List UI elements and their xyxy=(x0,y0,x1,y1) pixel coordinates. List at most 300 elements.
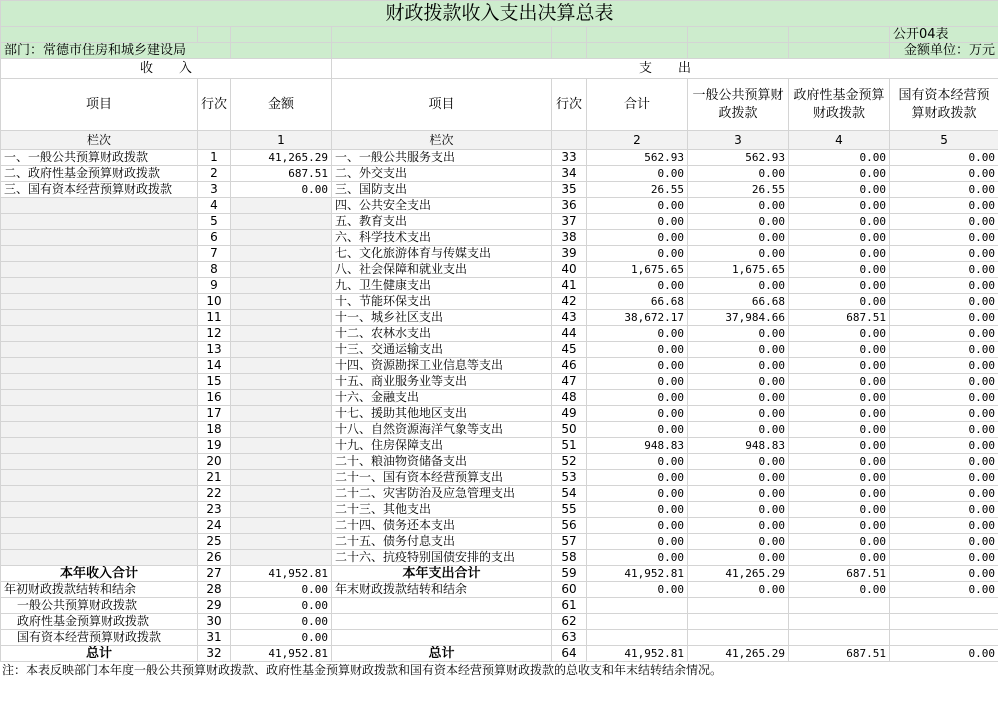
lanci-2: 2 xyxy=(587,131,688,150)
state-capital-amount xyxy=(890,598,998,614)
col-state-capital: 国有资本经营预算财政拨款 xyxy=(890,79,998,131)
income-item xyxy=(1,326,198,342)
income-item xyxy=(1,374,198,390)
state-capital-amount: 0.00 xyxy=(890,262,998,278)
total-amount: 66.68 xyxy=(587,294,688,310)
income-row-no: 16 xyxy=(198,390,231,406)
general-budget-amount: 0.00 xyxy=(688,374,789,390)
expense-row-no: 59 xyxy=(552,566,587,582)
state-capital-amount: 0.00 xyxy=(890,646,998,662)
table-number: 公开04表 xyxy=(890,27,998,43)
expense-item: 十七、援助其他地区支出 xyxy=(332,406,552,422)
income-row-no: 6 xyxy=(198,230,231,246)
income-amount xyxy=(231,518,332,534)
total-amount: 0.00 xyxy=(587,502,688,518)
total-amount: 0.00 xyxy=(587,390,688,406)
income-item: 国有资本经营预算财政拨款 xyxy=(1,630,198,646)
total-amount: 0.00 xyxy=(587,406,688,422)
fund-budget-amount: 0.00 xyxy=(789,198,890,214)
expense-row-no: 55 xyxy=(552,502,587,518)
fund-budget-amount: 0.00 xyxy=(789,518,890,534)
expense-row-no: 39 xyxy=(552,246,587,262)
income-row-no: 2 xyxy=(198,166,231,182)
income-amount: 0.00 xyxy=(231,614,332,630)
table-row xyxy=(1,518,998,534)
income-item xyxy=(1,198,198,214)
income-item xyxy=(1,246,198,262)
expense-item: 九、卫生健康支出 xyxy=(332,278,552,294)
expense-row-no: 51 xyxy=(552,438,587,454)
col-expense-item: 项目 xyxy=(332,79,552,131)
income-amount: 41,265.29 xyxy=(231,150,332,166)
income-row-no: 19 xyxy=(198,438,231,454)
income-row-no: 5 xyxy=(198,214,231,230)
fund-budget-amount: 0.00 xyxy=(789,246,890,262)
fund-budget-amount: 0.00 xyxy=(789,438,890,454)
expense-row-no: 50 xyxy=(552,422,587,438)
income-row-no: 12 xyxy=(198,326,231,342)
table-row xyxy=(1,390,998,406)
income-row-no: 24 xyxy=(198,518,231,534)
income-item: 年初财政拨款结转和结余 xyxy=(1,582,198,598)
total-amount: 38,672.17 xyxy=(587,310,688,326)
income-amount xyxy=(231,470,332,486)
expense-row-no: 34 xyxy=(552,166,587,182)
income-item xyxy=(1,486,198,502)
total-amount: 948.83 xyxy=(587,438,688,454)
table-row xyxy=(1,246,998,262)
general-budget-amount: 0.00 xyxy=(688,518,789,534)
expense-item: 二十二、灾害防治及应急管理支出 xyxy=(332,486,552,502)
general-budget-amount: 37,984.66 xyxy=(688,310,789,326)
total-amount: 0.00 xyxy=(587,342,688,358)
income-row-no: 22 xyxy=(198,486,231,502)
expense-row-no: 43 xyxy=(552,310,587,326)
income-item: 本年收入合计 xyxy=(1,566,198,582)
income-amount xyxy=(231,438,332,454)
total-amount: 0.00 xyxy=(587,422,688,438)
expense-item: 七、文化旅游体育与传媒支出 xyxy=(332,246,552,262)
year-total-row xyxy=(1,566,998,582)
income-item xyxy=(1,358,198,374)
total-amount: 0.00 xyxy=(587,374,688,390)
general-budget-amount: 562.93 xyxy=(688,150,789,166)
income-row-no: 30 xyxy=(198,614,231,630)
fund-budget-amount: 0.00 xyxy=(789,214,890,230)
general-budget-amount: 0.00 xyxy=(688,214,789,230)
table-row xyxy=(1,486,998,502)
total-amount xyxy=(587,630,688,646)
fund-budget-amount: 0.00 xyxy=(789,150,890,166)
state-capital-amount: 0.00 xyxy=(890,502,998,518)
total-amount: 0.00 xyxy=(587,454,688,470)
income-item: 政府性基金预算财政拨款 xyxy=(1,614,198,630)
state-capital-amount: 0.00 xyxy=(890,390,998,406)
income-row-no: 7 xyxy=(198,246,231,262)
total-amount: 0.00 xyxy=(587,198,688,214)
table-row xyxy=(1,262,998,278)
fund-budget-amount: 0.00 xyxy=(789,422,890,438)
general-budget-amount: 0.00 xyxy=(688,470,789,486)
expense-item: 一、一般公共服务支出 xyxy=(332,150,552,166)
table-row xyxy=(1,198,998,214)
lanci-label-2: 栏次 xyxy=(332,131,552,150)
col-total: 合计 xyxy=(587,79,688,131)
expense-row-no: 61 xyxy=(552,598,587,614)
col-income-amount: 金额 xyxy=(231,79,332,131)
expense-item: 十五、商业服务业等支出 xyxy=(332,374,552,390)
table-row xyxy=(1,550,998,566)
state-capital-amount: 0.00 xyxy=(890,358,998,374)
state-capital-amount: 0.00 xyxy=(890,310,998,326)
general-budget-amount: 0.00 xyxy=(688,166,789,182)
total-amount: 0.00 xyxy=(587,230,688,246)
income-amount xyxy=(231,422,332,438)
general-budget-amount: 0.00 xyxy=(688,342,789,358)
expense-item: 二十、粮油物资储备支出 xyxy=(332,454,552,470)
income-amount xyxy=(231,230,332,246)
total-amount: 41,952.81 xyxy=(587,646,688,662)
income-row-no: 27 xyxy=(198,566,231,582)
expense-row-no: 62 xyxy=(552,614,587,630)
general-budget-amount: 26.55 xyxy=(688,182,789,198)
total-amount: 1,675.65 xyxy=(587,262,688,278)
income-item xyxy=(1,470,198,486)
income-row-no: 28 xyxy=(198,582,231,598)
general-budget-amount: 0.00 xyxy=(688,246,789,262)
expense-item: 二、外交支出 xyxy=(332,166,552,182)
general-budget-amount: 0.00 xyxy=(688,198,789,214)
expense-row-no: 36 xyxy=(552,198,587,214)
state-capital-amount: 0.00 xyxy=(890,150,998,166)
expense-item: 十六、金融支出 xyxy=(332,390,552,406)
income-item xyxy=(1,422,198,438)
income-item: 一般公共预算财政拨款 xyxy=(1,598,198,614)
income-item xyxy=(1,262,198,278)
income-item xyxy=(1,550,198,566)
general-budget-amount: 0.00 xyxy=(688,534,789,550)
fund-budget-amount: 0.00 xyxy=(789,486,890,502)
state-capital-amount: 0.00 xyxy=(890,230,998,246)
expense-row-no: 56 xyxy=(552,518,587,534)
fund-budget-amount xyxy=(789,598,890,614)
table-row xyxy=(1,294,998,310)
expense-row-no: 54 xyxy=(552,486,587,502)
income-item xyxy=(1,294,198,310)
income-item xyxy=(1,438,198,454)
fund-budget-amount: 0.00 xyxy=(789,470,890,486)
expense-item: 三、国防支出 xyxy=(332,182,552,198)
state-capital-amount: 0.00 xyxy=(890,470,998,486)
income-amount xyxy=(231,390,332,406)
expense-row-no: 64 xyxy=(552,646,587,662)
general-budget-amount: 0.00 xyxy=(688,502,789,518)
expense-item: 四、公共安全支出 xyxy=(332,198,552,214)
state-capital-amount: 0.00 xyxy=(890,278,998,294)
general-budget-amount xyxy=(688,598,789,614)
income-amount xyxy=(231,214,332,230)
fund-budget-amount: 0.00 xyxy=(789,326,890,342)
total-amount: 0.00 xyxy=(587,470,688,486)
total-amount: 0.00 xyxy=(587,166,688,182)
table-row xyxy=(1,358,998,374)
income-amount xyxy=(231,502,332,518)
income-amount: 41,952.81 xyxy=(231,646,332,662)
income-amount xyxy=(231,198,332,214)
income-row-no: 15 xyxy=(198,374,231,390)
income-amount: 0.00 xyxy=(231,182,332,198)
lanci-1: 1 xyxy=(231,131,332,150)
state-capital-amount: 0.00 xyxy=(890,518,998,534)
footnote: 注：本表反映部门本年度一般公共预算财政拨款、政府性基金预算财政拨款和国有资本经营预算财政拨款的总收支和年末结转结余情况。 xyxy=(2,663,723,677)
income-amount xyxy=(231,550,332,566)
carry-row xyxy=(1,630,998,646)
income-item xyxy=(1,406,198,422)
income-item xyxy=(1,390,198,406)
table-row xyxy=(1,150,998,166)
income-row-no: 23 xyxy=(198,502,231,518)
fund-budget-amount: 0.00 xyxy=(789,550,890,566)
carry-row xyxy=(1,598,998,614)
state-capital-amount: 0.00 xyxy=(890,566,998,582)
income-amount xyxy=(231,326,332,342)
state-capital-amount: 0.00 xyxy=(890,454,998,470)
fund-budget-amount: 0.00 xyxy=(789,582,890,598)
fund-budget-amount: 0.00 xyxy=(789,182,890,198)
state-capital-amount: 0.00 xyxy=(890,198,998,214)
income-row-no: 29 xyxy=(198,598,231,614)
general-budget-amount: 41,265.29 xyxy=(688,566,789,582)
general-budget-amount: 0.00 xyxy=(688,422,789,438)
expense-row-no: 40 xyxy=(552,262,587,278)
state-capital-amount: 0.00 xyxy=(890,182,998,198)
fund-budget-amount: 0.00 xyxy=(789,262,890,278)
income-amount xyxy=(231,310,332,326)
expense-row-no: 47 xyxy=(552,374,587,390)
table-row xyxy=(1,278,998,294)
expense-item: 二十一、国有资本经营预算支出 xyxy=(332,470,552,486)
expense-row-no: 53 xyxy=(552,470,587,486)
income-row-no: 32 xyxy=(198,646,231,662)
general-budget-amount: 41,265.29 xyxy=(688,646,789,662)
expense-item: 十、节能环保支出 xyxy=(332,294,552,310)
fund-budget-amount: 0.00 xyxy=(789,230,890,246)
unit-label: 金额单位：万元 xyxy=(890,43,998,59)
general-budget-amount: 0.00 xyxy=(688,390,789,406)
income-amount: 41,952.81 xyxy=(231,566,332,582)
expense-row-no: 49 xyxy=(552,406,587,422)
expense-row-no: 60 xyxy=(552,582,587,598)
page-title: 财政拨款收入支出决算总表 xyxy=(1,1,998,27)
expense-item: 八、社会保障和就业支出 xyxy=(332,262,552,278)
fund-budget-amount: 687.51 xyxy=(789,566,890,582)
expense-item: 十九、住房保障支出 xyxy=(332,438,552,454)
table-row xyxy=(1,406,998,422)
state-capital-amount: 0.00 xyxy=(890,214,998,230)
expense-item: 二十三、其他支出 xyxy=(332,502,552,518)
total-amount: 0.00 xyxy=(587,358,688,374)
state-capital-amount: 0.00 xyxy=(890,166,998,182)
fund-budget-amount: 0.00 xyxy=(789,374,890,390)
expense-item: 本年支出合计 xyxy=(332,566,552,582)
expense-section-header: 支 出 xyxy=(332,59,998,79)
total-amount: 26.55 xyxy=(587,182,688,198)
income-item: 二、政府性基金预算财政拨款 xyxy=(1,166,198,182)
income-amount xyxy=(231,342,332,358)
income-row-no: 8 xyxy=(198,262,231,278)
general-budget-amount: 66.68 xyxy=(688,294,789,310)
expense-item: 十四、资源勘探工业信息等支出 xyxy=(332,358,552,374)
total-amount: 0.00 xyxy=(587,534,688,550)
expense-row-no: 46 xyxy=(552,358,587,374)
total-amount: 0.00 xyxy=(587,326,688,342)
state-capital-amount: 0.00 xyxy=(890,406,998,422)
expense-item: 六、科学技术支出 xyxy=(332,230,552,246)
general-budget-amount: 0.00 xyxy=(688,582,789,598)
table-row xyxy=(1,374,998,390)
income-row-no: 1 xyxy=(198,150,231,166)
state-capital-amount: 0.00 xyxy=(890,294,998,310)
general-budget-amount: 0.00 xyxy=(688,358,789,374)
expense-row-no: 42 xyxy=(552,294,587,310)
table-row xyxy=(1,182,998,198)
expense-item: 十二、农林水支出 xyxy=(332,326,552,342)
expense-item: 二十四、债务还本支出 xyxy=(332,518,552,534)
table-row xyxy=(1,470,998,486)
general-budget-amount: 0.00 xyxy=(688,454,789,470)
total-amount: 562.93 xyxy=(587,150,688,166)
lanci-3: 3 xyxy=(688,131,789,150)
expense-row-no: 63 xyxy=(552,630,587,646)
total-amount xyxy=(587,614,688,630)
expense-row-no: 58 xyxy=(552,550,587,566)
income-item xyxy=(1,502,198,518)
expense-row-no: 48 xyxy=(552,390,587,406)
state-capital-amount: 0.00 xyxy=(890,326,998,342)
income-amount: 0.00 xyxy=(231,582,332,598)
expense-item: 二十五、债务付息支出 xyxy=(332,534,552,550)
income-row-no: 31 xyxy=(198,630,231,646)
fund-budget-amount: 0.00 xyxy=(789,502,890,518)
income-row-no: 21 xyxy=(198,470,231,486)
income-item xyxy=(1,518,198,534)
income-item: 三、国有资本经营预算财政拨款 xyxy=(1,182,198,198)
expense-item: 十一、城乡社区支出 xyxy=(332,310,552,326)
income-item xyxy=(1,454,198,470)
expense-row-no: 41 xyxy=(552,278,587,294)
fund-budget-amount: 0.00 xyxy=(789,534,890,550)
fund-budget-amount: 0.00 xyxy=(789,454,890,470)
expense-item: 五、教育支出 xyxy=(332,214,552,230)
state-capital-amount: 0.00 xyxy=(890,438,998,454)
table-row xyxy=(1,422,998,438)
department-label: 部门：常德市住房和城乡建设局 xyxy=(1,43,231,59)
col-general-budget: 一般公共预算财政拨款 xyxy=(688,79,789,131)
table-row xyxy=(1,166,998,182)
income-item: 一、一般公共预算财政拨款 xyxy=(1,150,198,166)
table-row xyxy=(1,342,998,358)
income-row-no: 14 xyxy=(198,358,231,374)
income-amount xyxy=(231,262,332,278)
table-row xyxy=(1,214,998,230)
grand-total-row xyxy=(1,646,998,662)
income-row-no: 3 xyxy=(198,182,231,198)
expense-row-no: 57 xyxy=(552,534,587,550)
lanci-4: 4 xyxy=(789,131,890,150)
total-amount xyxy=(587,598,688,614)
fund-budget-amount: 0.00 xyxy=(789,278,890,294)
fund-budget-amount: 0.00 xyxy=(789,294,890,310)
income-item xyxy=(1,310,198,326)
lanci-5: 5 xyxy=(890,131,998,150)
total-amount: 0.00 xyxy=(587,278,688,294)
total-amount: 41,952.81 xyxy=(587,566,688,582)
state-capital-amount: 0.00 xyxy=(890,534,998,550)
lanci-label: 栏次 xyxy=(1,131,198,150)
fund-budget-amount xyxy=(789,630,890,646)
income-amount xyxy=(231,486,332,502)
state-capital-amount: 0.00 xyxy=(890,486,998,502)
income-amount xyxy=(231,534,332,550)
state-capital-amount: 0.00 xyxy=(890,374,998,390)
fund-budget-amount xyxy=(789,614,890,630)
income-item xyxy=(1,534,198,550)
income-row-no: 10 xyxy=(198,294,231,310)
income-item xyxy=(1,342,198,358)
income-amount xyxy=(231,294,332,310)
general-budget-amount: 0.00 xyxy=(688,230,789,246)
expense-row-no: 35 xyxy=(552,182,587,198)
expense-row-no: 44 xyxy=(552,326,587,342)
state-capital-amount: 0.00 xyxy=(890,582,998,598)
total-amount: 0.00 xyxy=(587,246,688,262)
table-row xyxy=(1,326,998,342)
income-amount: 687.51 xyxy=(231,166,332,182)
income-section-header: 收 入 xyxy=(1,59,332,79)
income-row-no: 9 xyxy=(198,278,231,294)
fund-budget-amount: 0.00 xyxy=(789,406,890,422)
income-amount xyxy=(231,454,332,470)
fund-budget-amount: 687.51 xyxy=(789,646,890,662)
state-capital-amount: 0.00 xyxy=(890,342,998,358)
fund-budget-amount: 0.00 xyxy=(789,358,890,374)
income-row-no: 13 xyxy=(198,342,231,358)
total-amount: 0.00 xyxy=(587,486,688,502)
table-row xyxy=(1,502,998,518)
expense-row-no: 45 xyxy=(552,342,587,358)
general-budget-amount: 1,675.65 xyxy=(688,262,789,278)
total-amount: 0.00 xyxy=(587,550,688,566)
state-capital-amount: 0.00 xyxy=(890,550,998,566)
col-expense-row: 行次 xyxy=(552,79,587,131)
expense-item xyxy=(332,614,552,630)
income-amount: 0.00 xyxy=(231,630,332,646)
general-budget-amount: 0.00 xyxy=(688,406,789,422)
fund-budget-amount: 0.00 xyxy=(789,166,890,182)
income-row-no: 18 xyxy=(198,422,231,438)
table-row xyxy=(1,438,998,454)
expense-item: 年末财政拨款结转和结余 xyxy=(332,582,552,598)
col-income-row: 行次 xyxy=(198,79,231,131)
total-amount: 0.00 xyxy=(587,582,688,598)
expense-item xyxy=(332,630,552,646)
general-budget-amount xyxy=(688,614,789,630)
table-row xyxy=(1,230,998,246)
fund-budget-amount: 0.00 xyxy=(789,342,890,358)
income-row-no: 20 xyxy=(198,454,231,470)
income-item xyxy=(1,278,198,294)
total-amount: 0.00 xyxy=(587,214,688,230)
